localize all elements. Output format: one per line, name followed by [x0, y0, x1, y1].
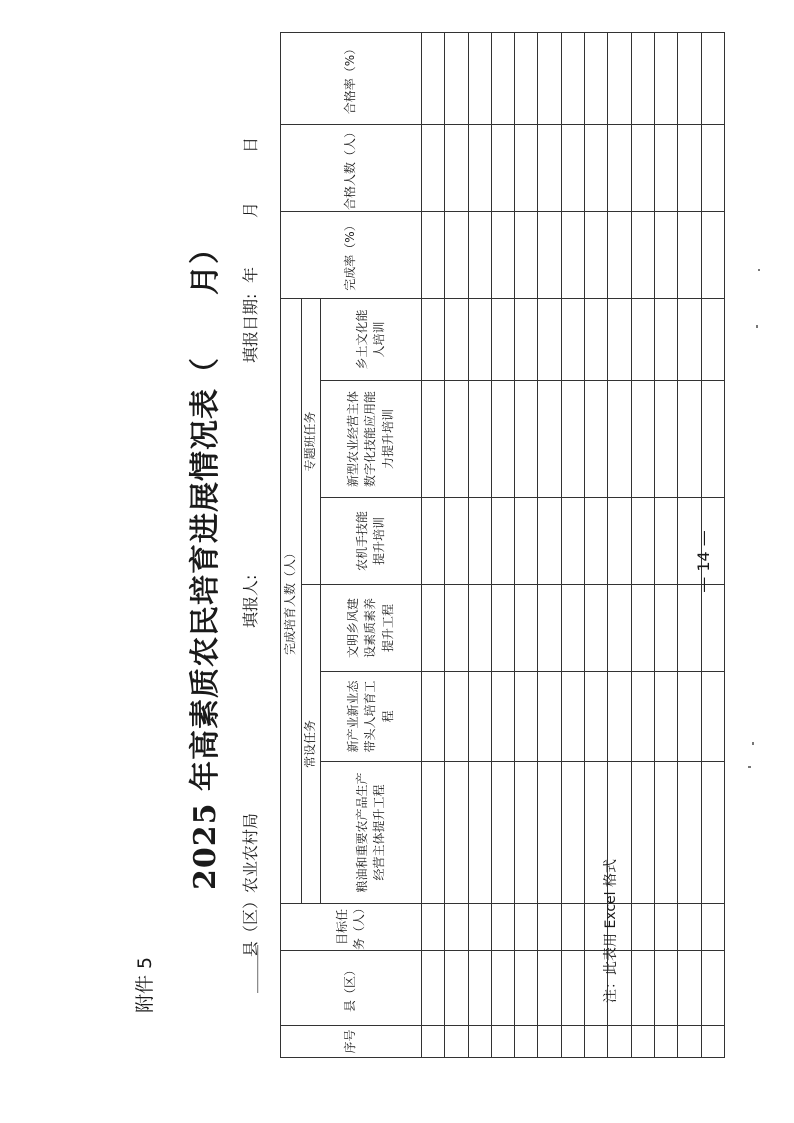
header-regular-group: 常设任务	[302, 585, 321, 904]
table-row	[445, 33, 468, 1058]
table-cell[interactable]	[422, 585, 445, 672]
day-unit: 日	[241, 136, 260, 153]
table-cell[interactable]	[515, 212, 538, 299]
table-row	[561, 33, 584, 1058]
header-regular-grain-oil: 粮油和重要农产品生产经营主体提升工程	[321, 762, 422, 904]
header-qualified-count: 合格人数（人）	[281, 125, 422, 212]
table-cell[interactable]	[515, 299, 538, 381]
table-row	[515, 33, 538, 1058]
header-special-machinery: 农机手技能提升培训	[321, 498, 422, 585]
table-cell[interactable]	[561, 299, 584, 381]
table-cell[interactable]	[491, 585, 514, 672]
table-cell[interactable]	[654, 904, 677, 951]
table-cell[interactable]	[561, 33, 584, 125]
table-cell[interactable]	[491, 1026, 514, 1058]
header-completed-group: 完成培育人数（人）	[281, 299, 302, 904]
table-cell[interactable]	[491, 125, 514, 212]
table-cell[interactable]	[561, 585, 584, 672]
table-cell[interactable]	[445, 212, 468, 299]
table-cell[interactable]	[631, 212, 654, 299]
header-target: 目标任务（人）	[281, 904, 422, 951]
table-cell[interactable]	[538, 951, 561, 1026]
table-cell[interactable]	[515, 498, 538, 585]
header-county: 县（区）	[281, 951, 422, 1026]
table-cell[interactable]	[654, 381, 677, 498]
table-cell[interactable]	[515, 381, 538, 498]
scan-speck	[748, 766, 751, 768]
table-cell[interactable]	[654, 498, 677, 585]
table-cell[interactable]	[422, 672, 445, 762]
table-cell[interactable]	[631, 762, 654, 904]
table-cell[interactable]	[468, 951, 491, 1026]
table-cell[interactable]	[561, 1026, 584, 1058]
table-cell[interactable]	[515, 125, 538, 212]
table-note: 注：此表用 Excel 格式	[603, 859, 619, 1003]
table-cell[interactable]	[561, 672, 584, 762]
table-cell[interactable]	[491, 762, 514, 904]
header-special-digital: 新型农业经营主体数字化技能应用能力提升培训	[321, 381, 422, 498]
table-cell[interactable]	[422, 212, 445, 299]
table-cell[interactable]	[654, 951, 677, 1026]
document-title: 2025 年高素质农民培育进展情况表（ 月）	[188, 233, 223, 890]
table-cell[interactable]	[515, 33, 538, 125]
table-cell[interactable]	[538, 33, 561, 125]
table-cell[interactable]	[631, 1026, 654, 1058]
table-cell[interactable]	[561, 498, 584, 585]
header-regular-new-industry: 新产业新业态带头人培育工程	[321, 672, 422, 762]
header-regular-civility: 文明乡风建设素质素养提升工程	[321, 585, 422, 672]
table-cell[interactable]	[491, 299, 514, 381]
table-cell[interactable]	[608, 299, 631, 381]
table-cell[interactable]	[654, 33, 677, 125]
table-cell[interactable]	[585, 125, 608, 212]
table-row	[422, 33, 445, 1058]
table-cell[interactable]	[654, 672, 677, 762]
table-cell[interactable]	[515, 904, 538, 951]
table-cell[interactable]	[422, 498, 445, 585]
table-cell[interactable]	[538, 585, 561, 672]
table-cell[interactable]	[445, 1026, 468, 1058]
table-cell[interactable]	[491, 951, 514, 1026]
table-cell[interactable]	[608, 498, 631, 585]
progress-table	[280, 32, 725, 1058]
month-unit: 月	[241, 201, 260, 218]
table-cell[interactable]	[631, 904, 654, 951]
table-cell[interactable]	[608, 33, 631, 125]
date-label: 填报日期:	[241, 293, 260, 363]
table-cell[interactable]	[445, 299, 468, 381]
table-cell[interactable]	[654, 125, 677, 212]
table-cell[interactable]	[515, 951, 538, 1026]
table-cell[interactable]	[585, 33, 608, 125]
table-cell[interactable]	[468, 212, 491, 299]
table-cell[interactable]	[561, 951, 584, 1026]
table-cell[interactable]	[491, 33, 514, 125]
table-cell[interactable]	[445, 585, 468, 672]
header-completion-rate: 完成率（%）	[281, 212, 422, 299]
table-cell[interactable]	[538, 381, 561, 498]
table-cell[interactable]	[585, 1026, 608, 1058]
header-special-group: 专题班任务	[302, 299, 321, 585]
header-seq: 序号	[281, 1026, 422, 1058]
table-cell[interactable]	[538, 672, 561, 762]
table-cell[interactable]	[585, 672, 608, 762]
table-row	[491, 33, 514, 1058]
table-cell[interactable]	[422, 1026, 445, 1058]
table-cell[interactable]	[422, 33, 445, 125]
table-cell[interactable]	[515, 672, 538, 762]
table-cell[interactable]	[515, 585, 538, 672]
table-cell[interactable]	[491, 212, 514, 299]
table-cell[interactable]	[468, 672, 491, 762]
table-cell[interactable]	[585, 585, 608, 672]
table-cell[interactable]	[538, 125, 561, 212]
table-cell[interactable]	[468, 1026, 491, 1058]
table-cell[interactable]	[538, 904, 561, 951]
table-row	[538, 33, 561, 1058]
table-cell[interactable]	[654, 762, 677, 904]
table-cell[interactable]	[445, 125, 468, 212]
table-cell[interactable]	[561, 762, 584, 904]
header-special-culture: 乡土文化能人培训	[321, 299, 422, 381]
reporter-label: 填报人:	[241, 574, 260, 628]
table-cell[interactable]	[491, 904, 514, 951]
table-cell[interactable]	[538, 498, 561, 585]
year-unit: 年	[241, 266, 260, 283]
table-cell[interactable]	[585, 299, 608, 381]
attachment-label: 附件 5	[134, 956, 156, 1013]
scan-speck	[756, 325, 758, 328]
table-cell[interactable]	[445, 498, 468, 585]
table-cell[interactable]	[585, 381, 608, 498]
table-cell[interactable]	[468, 33, 491, 125]
scan-speck	[758, 269, 760, 271]
table-cell[interactable]	[445, 672, 468, 762]
table-cell[interactable]	[561, 125, 584, 212]
table-cell[interactable]	[631, 33, 654, 125]
table-cell[interactable]	[631, 951, 654, 1026]
table-cell[interactable]	[561, 381, 584, 498]
table-cell[interactable]	[654, 299, 677, 381]
table-cell[interactable]	[445, 33, 468, 125]
table-cell[interactable]	[608, 125, 631, 212]
table-cell[interactable]	[561, 212, 584, 299]
table-cell[interactable]	[422, 125, 445, 212]
table-cell[interactable]	[538, 1026, 561, 1058]
table-cell[interactable]	[561, 904, 584, 951]
table-cell[interactable]	[608, 585, 631, 672]
table-cell[interactable]	[468, 585, 491, 672]
scan-speck	[752, 742, 754, 745]
table-cell[interactable]	[468, 381, 491, 498]
table-cell[interactable]	[631, 498, 654, 585]
bureau-label: 县（区）农业农村局	[241, 812, 260, 957]
table-cell[interactable]	[515, 1026, 538, 1058]
table-cell[interactable]	[631, 585, 654, 672]
table-cell[interactable]	[631, 381, 654, 498]
table-cell[interactable]	[654, 1026, 677, 1058]
table-cell[interactable]	[422, 381, 445, 498]
table-cell[interactable]	[468, 125, 491, 212]
table-cell[interactable]	[631, 672, 654, 762]
table-cell[interactable]	[445, 762, 468, 904]
table-cell[interactable]	[538, 299, 561, 381]
table-row	[631, 33, 654, 1058]
table-cell[interactable]	[445, 951, 468, 1026]
table-cell[interactable]	[445, 904, 468, 951]
table-cell[interactable]	[515, 762, 538, 904]
table-cell[interactable]	[538, 762, 561, 904]
table-cell[interactable]	[468, 498, 491, 585]
table-cell[interactable]	[468, 299, 491, 381]
table-cell[interactable]	[422, 951, 445, 1026]
table-cell[interactable]	[422, 299, 445, 381]
table-cell[interactable]	[468, 904, 491, 951]
table-cell[interactable]	[608, 672, 631, 762]
table-cell[interactable]	[585, 498, 608, 585]
table-cell[interactable]	[491, 498, 514, 585]
table-row	[654, 33, 677, 1058]
table-cell[interactable]	[654, 212, 677, 299]
table-cell[interactable]	[491, 672, 514, 762]
table-cell[interactable]	[654, 585, 677, 672]
table-cell[interactable]	[422, 904, 445, 951]
table-cell[interactable]	[631, 125, 654, 212]
table-cell[interactable]	[608, 1026, 631, 1058]
table-cell[interactable]	[445, 381, 468, 498]
header-pass-rate: 合格率（%）	[281, 33, 422, 125]
table-cell[interactable]	[491, 381, 514, 498]
table-cell[interactable]	[538, 212, 561, 299]
page-number: — 14 —	[694, 530, 713, 593]
table-cell[interactable]	[608, 212, 631, 299]
table-cell[interactable]	[422, 762, 445, 904]
table-row	[468, 33, 491, 1058]
table-cell[interactable]	[585, 212, 608, 299]
county-blank-line: ＿＿＿	[241, 944, 260, 993]
table-cell[interactable]	[608, 381, 631, 498]
table-cell[interactable]	[631, 299, 654, 381]
table-cell[interactable]	[468, 762, 491, 904]
